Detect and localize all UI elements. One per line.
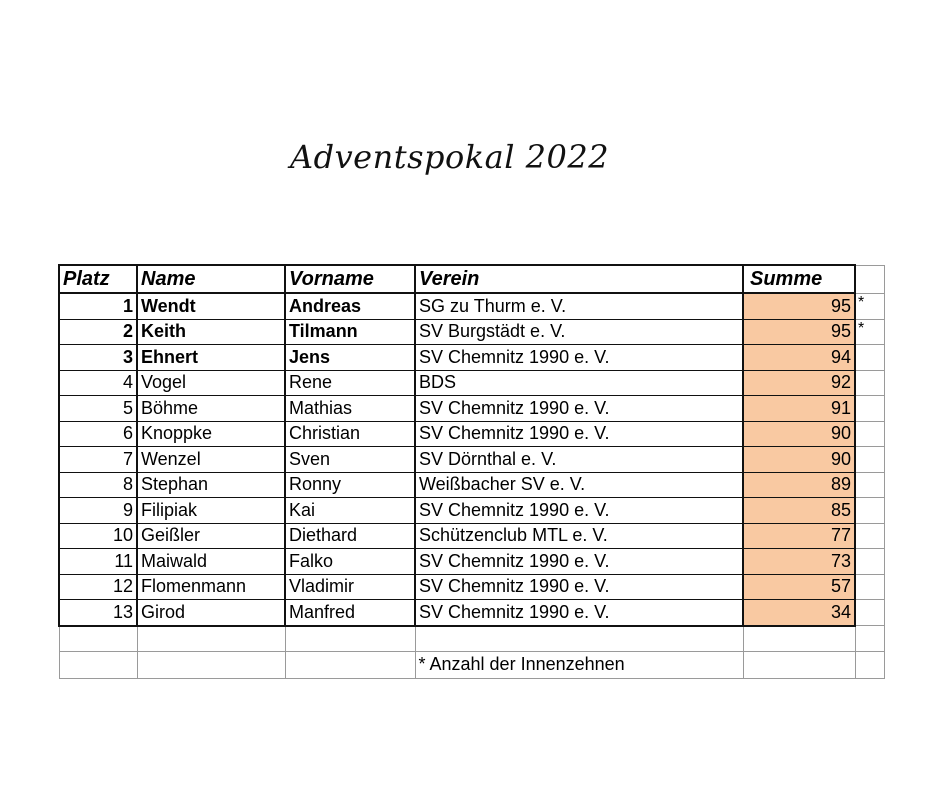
- footnote-row: [59, 651, 884, 678]
- cell-name: Wendt: [137, 293, 285, 319]
- table-row: [59, 370, 884, 396]
- header-vorname: Vorname: [285, 265, 415, 293]
- cell-summe: 34: [743, 600, 855, 626]
- table-row: [59, 549, 884, 575]
- cell-summe: 92: [743, 370, 855, 396]
- cell-mark: [855, 370, 884, 396]
- cell-name: Ehnert: [137, 345, 285, 371]
- cell-name: Maiwald: [137, 549, 285, 575]
- cell-name: Stephan: [137, 472, 285, 498]
- cell-platz: 13: [59, 600, 137, 626]
- cell-vorname: Kai: [285, 498, 415, 524]
- cell-name: Knoppke: [137, 421, 285, 447]
- cell-summe: 57: [743, 574, 855, 600]
- table-row: [59, 523, 884, 549]
- blank-cell: [137, 651, 285, 678]
- cell-mark: [855, 447, 884, 473]
- results-table: [58, 264, 885, 679]
- cell-mark: [855, 472, 884, 498]
- cell-verein: SV Dörnthal e. V.: [415, 447, 743, 473]
- cell-mark: [855, 421, 884, 447]
- table-row: [59, 396, 884, 422]
- cell-vorname: Jens: [285, 345, 415, 371]
- cell-name: Flomenmann: [137, 574, 285, 600]
- header-blank: [855, 265, 884, 293]
- cell-mark: [855, 600, 884, 626]
- cell-platz: 12: [59, 574, 137, 600]
- cell-verein: SV Burgstädt e. V.: [415, 319, 743, 345]
- cell-name: Böhme: [137, 396, 285, 422]
- cell-verein: BDS: [415, 370, 743, 396]
- cell-verein: SG zu Thurm e. V.: [415, 293, 743, 319]
- header-verein: Verein: [415, 265, 743, 293]
- table-row: [59, 421, 884, 447]
- cell-mark: [855, 498, 884, 524]
- cell-verein: Weißbacher SV e. V.: [415, 472, 743, 498]
- blank-cell: [285, 651, 415, 678]
- cell-name: Wenzel: [137, 447, 285, 473]
- cell-name: Geißler: [137, 523, 285, 549]
- cell-mark: [855, 574, 884, 600]
- cell-verein: SV Chemnitz 1990 e. V.: [415, 600, 743, 626]
- cell-mark: [855, 523, 884, 549]
- cell-verein: SV Chemnitz 1990 e. V.: [415, 498, 743, 524]
- cell-verein: SV Chemnitz 1990 e. V.: [415, 421, 743, 447]
- blank-row: [59, 626, 884, 652]
- header-summe: Summe: [743, 265, 855, 293]
- cell-mark: [855, 345, 884, 371]
- footnote: * Anzahl der Innenzehnen: [415, 651, 743, 678]
- page-title: Adventspokal 2022: [290, 138, 610, 176]
- cell-vorname: Diethard: [285, 523, 415, 549]
- cell-mark: [855, 396, 884, 422]
- cell-platz: 6: [59, 421, 137, 447]
- cell-mark: *: [855, 293, 884, 319]
- blank-cell: [59, 626, 137, 652]
- blank-cell: [855, 651, 884, 678]
- blank-cell: [743, 626, 855, 652]
- header-platz: Platz: [59, 265, 137, 293]
- cell-platz: 1: [59, 293, 137, 319]
- header-name: Name: [137, 265, 285, 293]
- cell-verein: SV Chemnitz 1990 e. V.: [415, 574, 743, 600]
- cell-platz: 10: [59, 523, 137, 549]
- blank-cell: [415, 626, 743, 652]
- cell-verein: SV Chemnitz 1990 e. V.: [415, 396, 743, 422]
- cell-verein: SV Chemnitz 1990 e. V.: [415, 345, 743, 371]
- cell-summe: 94: [743, 345, 855, 371]
- cell-name: Keith: [137, 319, 285, 345]
- cell-platz: 9: [59, 498, 137, 524]
- cell-vorname: Sven: [285, 447, 415, 473]
- cell-name: Vogel: [137, 370, 285, 396]
- table-row: [59, 574, 884, 600]
- cell-platz: 3: [59, 345, 137, 371]
- cell-platz: 7: [59, 447, 137, 473]
- cell-vorname: Vladimir: [285, 574, 415, 600]
- cell-summe: 91: [743, 396, 855, 422]
- cell-platz: 2: [59, 319, 137, 345]
- cell-summe: 77: [743, 523, 855, 549]
- table-header-row: [59, 265, 884, 293]
- table-row: [59, 447, 884, 473]
- cell-summe: 73: [743, 549, 855, 575]
- blank-cell: [137, 626, 285, 652]
- blank-cell: [59, 651, 137, 678]
- table-row: [59, 472, 884, 498]
- cell-vorname: Andreas: [285, 293, 415, 319]
- blank-cell: [743, 651, 855, 678]
- blank-cell: [855, 626, 884, 652]
- cell-platz: 8: [59, 472, 137, 498]
- cell-platz: 5: [59, 396, 137, 422]
- table-row: [59, 498, 884, 524]
- cell-vorname: Mathias: [285, 396, 415, 422]
- cell-vorname: Rene: [285, 370, 415, 396]
- cell-platz: 11: [59, 549, 137, 575]
- cell-vorname: Tilmann: [285, 319, 415, 345]
- cell-name: Girod: [137, 600, 285, 626]
- cell-verein: SV Chemnitz 1990 e. V.: [415, 549, 743, 575]
- cell-vorname: Manfred: [285, 600, 415, 626]
- cell-platz: 4: [59, 370, 137, 396]
- table-row: [59, 345, 884, 371]
- cell-verein: Schützenclub MTL e. V.: [415, 523, 743, 549]
- cell-vorname: Falko: [285, 549, 415, 575]
- cell-summe: 95: [743, 293, 855, 319]
- cell-name: Filipiak: [137, 498, 285, 524]
- table-row: [59, 293, 884, 319]
- cell-summe: 85: [743, 498, 855, 524]
- cell-vorname: Christian: [285, 421, 415, 447]
- cell-summe: 89: [743, 472, 855, 498]
- table-row: [59, 600, 884, 626]
- cell-mark: [855, 549, 884, 575]
- table-row: [59, 319, 884, 345]
- cell-mark: *: [855, 319, 884, 345]
- cell-summe: 95: [743, 319, 855, 345]
- cell-vorname: Ronny: [285, 472, 415, 498]
- blank-cell: [285, 626, 415, 652]
- cell-summe: 90: [743, 447, 855, 473]
- cell-summe: 90: [743, 421, 855, 447]
